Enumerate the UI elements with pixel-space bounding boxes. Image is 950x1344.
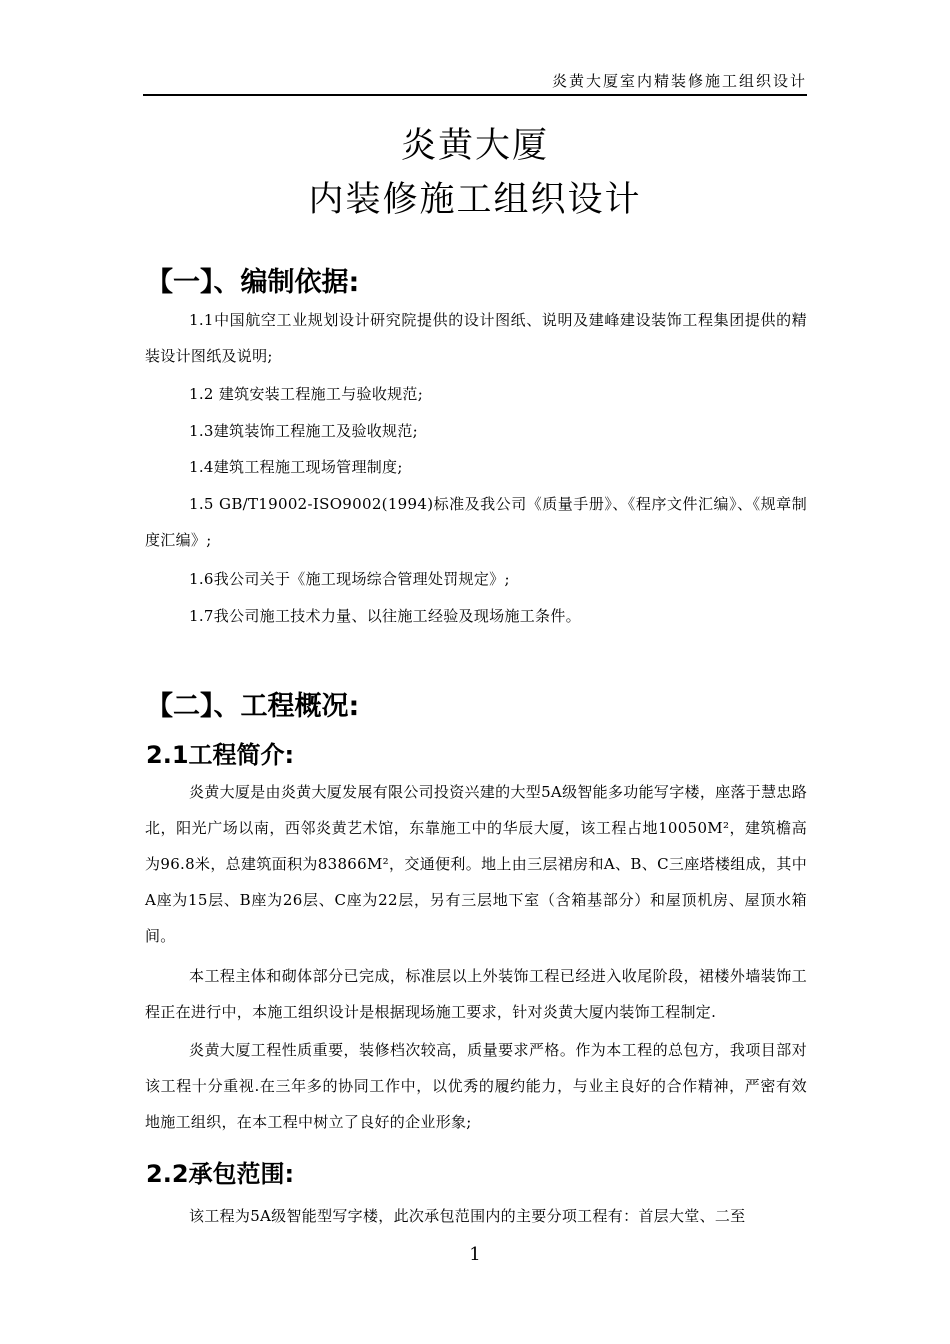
subsection-2-1-heading: 2.1工程简介:	[146, 741, 295, 769]
section2-heading: 【二】、工程概况:	[146, 691, 360, 722]
overview-paragraph: 炎黄大厦是由炎黄大厦发展有限公司投资兴建的大型5A级智能多功能写字楼，座落于慧忠路北，阳光广场以南，西邻炎黄艺术馆，东靠施工中的华辰大厦，该工程占地10050M²，建筑檐高为96.8米，总建筑面积为83866M²，交通便利。地上由三层裙房和A、B、C三座塔楼组成，其中A座为15层、B座为26层、C座为22层，另有三层地下室（含箱基部分）和屋顶机房、屋顶水箱间。	[145, 783, 807, 945]
basis-item: 1.7我公司施工技术力量、以往施工经验及现场施工条件。	[189, 607, 581, 625]
basis-item: 1.6我公司关于《施工现场综合管理处罚规定》;	[189, 570, 510, 588]
document-title-line1: 炎黄大厦	[400, 126, 549, 166]
overview-paragraph: 炎黄大厦工程性质重要，装修档次较高，质量要求严格。作为本工程的总包方，我项目部对该工程十分重视.在三年多的协同工作中，以优秀的履约能力，与业主良好的合作精神，严密有效地施工组织，在本工程中树立了良好的企业形象;	[145, 1041, 807, 1131]
header-divider	[143, 94, 807, 96]
basis-item: 1.1中国航空工业规划设计研究院提供的设计图纸、说明及建峰建设装饰工程集团提供的精装设计图纸及说明;	[145, 311, 807, 365]
basis-item: 1.3建筑装饰工程施工及验收规范;	[189, 422, 419, 440]
page-number: 1	[469, 1244, 481, 1265]
subsection-2-2-heading: 2.2承包范围:	[146, 1160, 295, 1188]
basis-item: 1.2 建筑安装工程施工与验收规范;	[189, 385, 424, 403]
overview-paragraph: 本工程主体和砌体部分已完成，标准层以上外装饰工程已经进入收尾阶段，裙楼外墙装饰工程正在进行中，本施工组织设计是根据现场施工要求，针对炎黄大厦内装饰工程制定.	[145, 967, 807, 1021]
section1-heading: 【一】、编制依据:	[146, 267, 360, 298]
scope-paragraph: 该工程为5A级智能型写字楼，此次承包范围内的主要分项工程有：首层大堂、二至	[189, 1207, 746, 1225]
document-title-line2: 内装修施工组织设计	[308, 180, 642, 220]
basis-item: 1.5 GB/T19002-ISO9002(1994)标准及我公司《质量手册》、《程序文件汇编》、《规章制度汇编》;	[145, 495, 807, 549]
basis-item: 1.4建筑工程施工现场管理制度;	[189, 458, 403, 476]
running-title: 炎黄大厦室内精装修施工组织设计	[551, 72, 807, 90]
